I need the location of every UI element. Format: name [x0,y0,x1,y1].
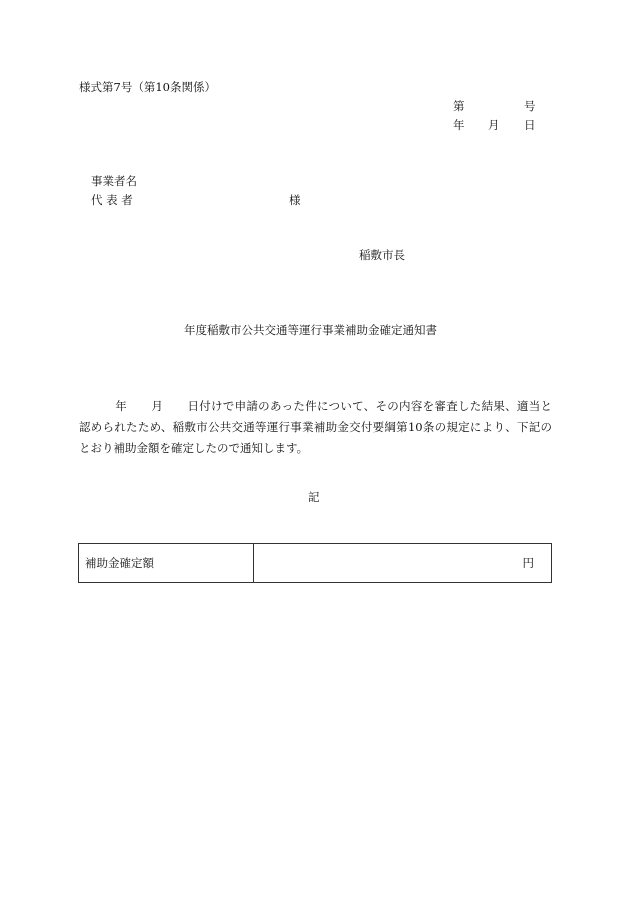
amount-value-cell [254,544,551,582]
honorific-sama: 様 [289,193,301,207]
body-paragraph [79,396,552,459]
body-text: 日付けで申請のあった件について、その内容を審査した結果、適当と認められたため、稲敷市公共交通等運行事業補助金交付要綱第10条の規定により、下記のとおり補助金額を確定したので通知します。 [79,399,553,455]
amount-label: 補助金確定額 [85,556,154,570]
amount-label-cell [79,544,254,582]
number-suffix: 号 [524,99,536,113]
representative-label: 代 表 者 [91,193,133,207]
ki-heading: 記 [308,490,320,504]
body-year: 年 [115,399,128,413]
business-name-label: 事業者名 [91,174,137,188]
document-title: 年度稲敷市公共交通等運行事業補助金確定通知書 [184,323,437,337]
date-month-label: 月 [488,118,500,132]
form-number-label: 様式第7号（第10条関係） [79,80,216,94]
body-month: 月 [151,399,164,413]
amount-unit: 円 [522,556,534,570]
sender-title: 稲敷市長 [359,248,405,262]
number-prefix: 第 [453,99,465,113]
date-day-label: 日 [524,118,536,132]
amount-table [78,543,552,583]
date-year-label: 年 [453,118,465,132]
